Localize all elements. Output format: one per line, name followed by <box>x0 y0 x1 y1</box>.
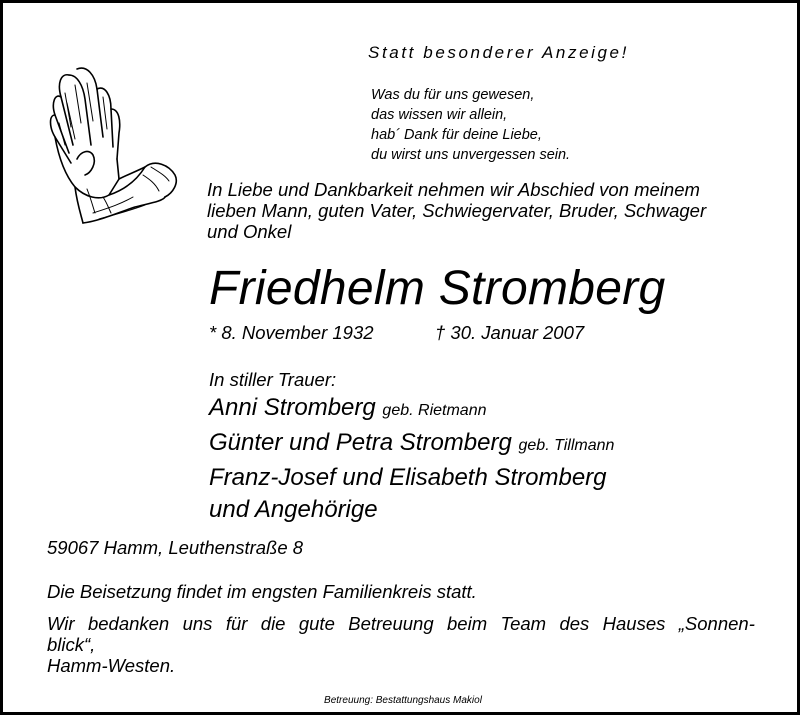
praying-hands-icon <box>47 63 187 228</box>
thanks-word: des <box>559 613 590 634</box>
poem-line: hab´ Dank für deine Liebe, <box>371 127 542 143</box>
thanks-word: uns <box>182 613 213 634</box>
thanks-word: bedanken <box>87 613 170 634</box>
mourner-entry <box>209 494 614 526</box>
poem <box>371 85 570 165</box>
burial-note: Die Beisetzung findet im engsten Familienkreis statt. <box>47 581 477 602</box>
birth-date: * 8. November 1932 <box>209 322 374 343</box>
intro-line: In Liebe und Dankbarkeit nehmen wir Abschied von meinem <box>207 179 700 200</box>
thanks-word: beim <box>447 613 488 634</box>
thanks-line <box>47 613 755 634</box>
thanks-word: für <box>225 613 248 634</box>
poem-line: das wissen wir allein, <box>371 107 508 123</box>
intro-line: lieben Mann, guten Vater, Schwiegervater, Bruder, Schwager <box>207 200 707 221</box>
mourner-name: Anni Stromberg <box>209 394 376 421</box>
thanks-line: blick“, <box>47 634 96 655</box>
poem-line: Was du für uns gewesen, <box>371 87 535 103</box>
intro-line: und Onkel <box>207 221 292 242</box>
thanks-word: Team <box>500 613 547 634</box>
death-date: † 30. Januar 2007 <box>435 322 585 343</box>
mourners-label: In stiller Trauer: <box>209 369 337 390</box>
thanks-word: die <box>260 613 286 634</box>
poem-line: du wirst uns unvergessen sein. <box>371 147 571 163</box>
deceased-name: Friedhelm Stromberg <box>209 262 666 315</box>
mourner-name: Günter und Petra Stromberg <box>209 429 512 456</box>
mourner-name: Franz-Josef und Elisabeth Stromberg <box>209 464 607 491</box>
mourner-maiden-name: geb. Tillmann <box>518 437 615 454</box>
mourner-maiden-name: geb. Rietmann <box>382 402 487 419</box>
thanks-line: Hamm-Westen. <box>47 655 176 676</box>
mourner-name: und Angehörige <box>209 496 378 523</box>
thanks-word: Wir <box>47 613 75 634</box>
thanks-word: „Sonnen- <box>678 613 755 634</box>
mourner-entry <box>209 392 614 427</box>
mourners-list <box>209 392 614 526</box>
intro-text <box>207 179 767 242</box>
funeral-home-credit: Betreuung: Bestattungshaus Makiol <box>324 695 482 706</box>
thanks-note <box>47 613 755 676</box>
notice-header: Statt besonderer Anzeige! <box>368 43 629 62</box>
address: 59067 Hamm, Leuthenstraße 8 <box>47 537 304 558</box>
mourner-entry <box>209 427 614 462</box>
thanks-word: gute <box>298 613 335 634</box>
mourner-entry <box>209 462 614 494</box>
thanks-word: Hauses <box>602 613 666 634</box>
thanks-word: Betreuung <box>348 613 434 634</box>
